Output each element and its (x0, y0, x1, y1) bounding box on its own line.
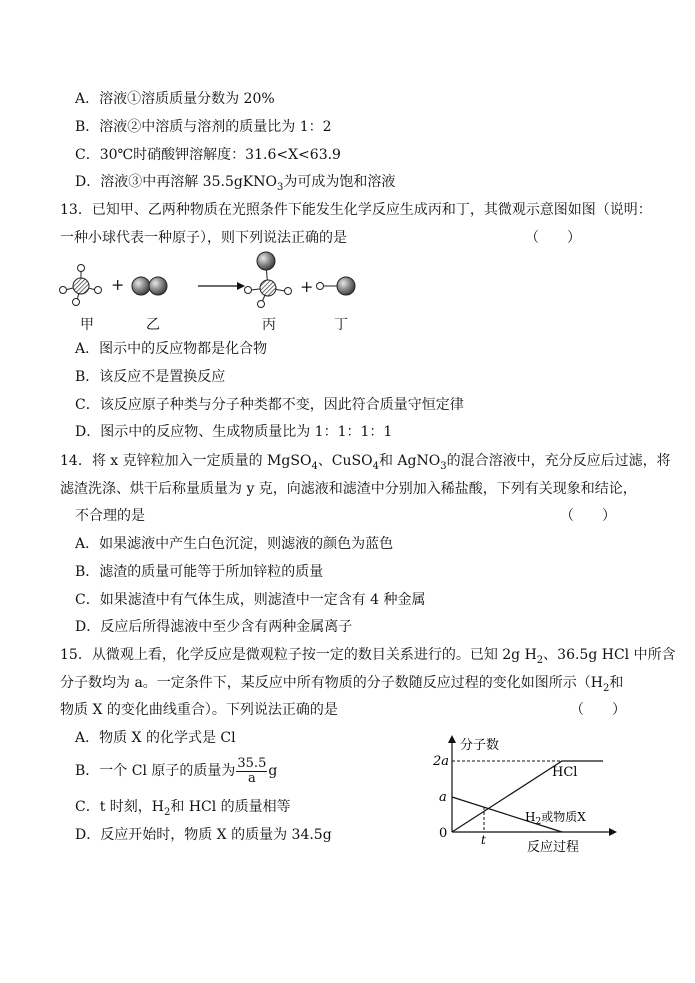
molecule-yi (132, 277, 167, 295)
x-tick-t: t (481, 833, 486, 847)
h2-x-label: $H_2$或物质X (525, 810, 586, 827)
plus-sign-2: + (300, 277, 314, 296)
q15-stem-line3: 物质 X 的变化曲线重合）。下列说法正确的是 (60, 702, 338, 718)
molecule-bing (245, 252, 292, 308)
q13-reaction-diagram (55, 245, 375, 315)
q15-option-d: D．反应开始时，物质 X 的质量为 34.5g (75, 827, 332, 843)
q15-molecule-graph (425, 732, 625, 856)
q13-stem-line1: 13．已知甲、乙两种物质在光照条件下能发生化学反应生成丙和丁，其微观示意图如图（说明： (60, 202, 652, 218)
mass-fraction: $\frac{35.5}{a}$ (237, 755, 267, 786)
q13-option-b: B．该反应不是置换反应 (75, 369, 226, 385)
label-yi: 乙 (146, 317, 160, 333)
x-axis-label: 反应过程 (527, 840, 580, 855)
reaction-arrow (198, 282, 245, 290)
q13-answer-paren: （ ） (525, 230, 581, 246)
q15-stem-line2: 分子数均为 a。一定条件下，某反应中所有物质的分子数随反应过程的变化如图所示（$H_2$和 (60, 675, 624, 694)
q12-option-a: A．溶液①溶质质量分数为 20% (75, 91, 275, 107)
q15-option-a: A．物质 X 的化学式是 Cl (75, 730, 236, 746)
q13-option-c: C．该反应原子种类与分子种类都不变，因此符合质量守恒定律 (75, 397, 464, 413)
plus-sign-1: + (111, 275, 125, 294)
y-tick-2a: 2a (433, 754, 450, 769)
q15-option-b: B．一个 Cl 原子的质量为 $\frac{35.5}{a}$ g (75, 755, 278, 786)
q12-option-b: B．溶液②中溶质与溶剂的质量比为 1：2 (75, 119, 332, 135)
q14-option-d: D．反应后所得滤液中至少含有两种金属离子 (75, 619, 353, 635)
label-jia: 甲 (80, 317, 94, 333)
q15-answer-paren: （ ） (570, 702, 626, 718)
q14-stem-line2: 滤渣洗涤、烘干后称量质量为 y 克，向滤液和滤渣中分别加入稀盐酸，下列有关现象和结论， (60, 481, 637, 497)
molecule-jia (60, 265, 102, 306)
q15-option-c: C．t 时刻，$H_2$和 HCl 的质量相等 (75, 799, 291, 818)
q14-option-c: C．如果滤渣中有气体生成，则滤渣中一定含有 4 种金属 (75, 592, 426, 608)
q14-answer-paren: （ ） (560, 508, 616, 524)
q12-option-c: C．30℃时硝酸钾溶解度：31.6<X<63.9 (75, 147, 341, 163)
q13-option-a: A．图示中的反应物都是化合物 (75, 341, 268, 357)
q15-stem-line1: 15．从微观上看，化学反应是微观粒子按一定的数目关系进行的。已知 2g $H_2$、36.5g HCl 中所含 (60, 647, 676, 666)
q14-stem-line3: 不合理的是 (75, 508, 145, 524)
y-axis-label: 分子数 (460, 738, 500, 753)
label-bing: 丙 (262, 317, 276, 333)
hcl-label: HCl (552, 765, 578, 780)
molecule-ding (317, 277, 356, 295)
y-tick-a: a (439, 790, 447, 805)
label-ding: 丁 (334, 317, 348, 333)
q14-option-b: B．滤渣的质量可能等于所加锌粒的质量 (75, 564, 324, 580)
origin-label: 0 (439, 826, 448, 841)
q12-option-d: D．溶液③中再溶解 35.5gKNO$_3$为可成为饱和溶液 (75, 174, 396, 193)
q13-option-d: D．图示中的反应物、生成物质量比为 1：1：1：1 (75, 424, 393, 440)
q14-stem-line1: 14．将 x 克锌粒加入一定质量的 MgSO$_4$、CuSO$_4$和 AgNO$_3$的混合溶液中，充分反应后过滤，将 (60, 453, 671, 472)
q14-option-a: A．如果滤液中产生白色沉淀，则滤液的颜色为蓝色 (75, 536, 394, 552)
q13-stem-line2: 一种小球代表一种原子），则下列说法正确的是 (60, 230, 347, 246)
